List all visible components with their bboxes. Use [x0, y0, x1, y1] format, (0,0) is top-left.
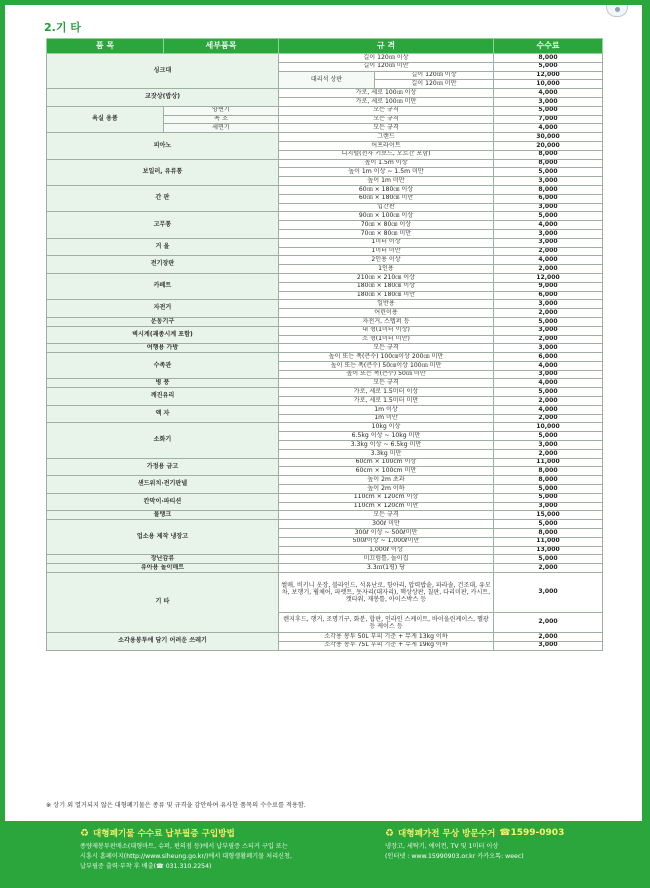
spec-cell: 높이 또는 폭(큰수) 50㎝ 미만 — [279, 370, 494, 379]
fee-cell: 3,000 — [494, 177, 603, 186]
item-cell: 깨진유리 — [47, 388, 279, 406]
spec-cell: 가로, 세로 1.5미터 미만 — [279, 397, 494, 406]
spec-cell: 가로, 세로 100㎝ 이상 — [279, 89, 494, 98]
table-row — [47, 405, 603, 414]
item-cell: 거 울 — [47, 238, 279, 256]
spec-cell: 길이 120㎝ 미만 — [279, 62, 494, 71]
item-cell: 칸막이·파티션 — [47, 493, 279, 511]
spec-cell: 70㎝ × 80㎝ 미만 — [279, 229, 494, 238]
recycle-icon: ♻ — [385, 827, 394, 839]
spec-cell: 1m 미만 — [279, 414, 494, 423]
spec-cell: 300ℓ 이상 ~ 500ℓ미만 — [279, 529, 494, 538]
spec-cell: 180㎝ × 180㎝ 이상 — [279, 282, 494, 291]
spec-cell: 500ℓ이상 ~ 1,000ℓ미만 — [279, 537, 494, 546]
table-row — [47, 256, 603, 265]
fee-cell: 3,000 — [494, 203, 603, 212]
spec-cell: 110cm × 120cm 미만 — [279, 502, 494, 511]
item-cell: 간 판 — [47, 185, 279, 211]
table-row — [47, 317, 603, 326]
fee-cell: 4,000 — [494, 405, 603, 414]
fee-cell: 3,000 — [494, 97, 603, 106]
spec-cell: 대 형(1미터 이상) — [279, 326, 494, 335]
item-cell: 고무통 — [47, 212, 279, 238]
fee-cell: 8,000 — [494, 467, 603, 476]
fee-cell: 2,000 — [494, 309, 603, 318]
header-item: 품 목 — [47, 39, 164, 54]
item-cell: 장난감류 — [47, 555, 279, 564]
table-row — [47, 458, 603, 467]
item-cell: 병 풍 — [47, 379, 279, 388]
table-header-row — [47, 39, 603, 54]
table-row — [47, 273, 603, 282]
purchase-text — [80, 842, 370, 872]
fee-cell: 2,000 — [494, 397, 603, 406]
fee-cell: 8,000 — [494, 159, 603, 168]
fee-cell: 4,000 — [494, 379, 603, 388]
spec-cell: 가로, 세로 1.5미터 이상 — [279, 388, 494, 397]
spec-cell: 높이 2m 이하 — [279, 485, 494, 494]
spec-cell: 모든 규격 — [279, 106, 494, 115]
fee-cell: 3,000 — [494, 238, 603, 247]
spec-cell: 썰매, 비키니 옷장, 블라인드, 석유난로, 항아리, 압력밥솥, 파라솔, 건조대, 유모차, 보행기, 휠체어, 파렛트, 돗자리(대자리), 핵상상판, 칠판, 다리미판, 카시트, 캣타워, 재봉틀, 아이스박스 등 — [279, 573, 494, 613]
fee-cell: 4,000 — [494, 89, 603, 98]
spec-cell: 길이 120㎝ 이상 — [279, 54, 494, 63]
spec-cell: 모든 규격 — [279, 379, 494, 388]
item-cell: 소화기 — [47, 423, 279, 458]
spec-cell: 6.5kg 이상 ~ 10kg 미만 — [279, 432, 494, 441]
fee-cell: 9,000 — [494, 282, 603, 291]
spec-cell: 양변기 — [164, 106, 279, 115]
table-row — [47, 159, 603, 168]
table-row — [47, 493, 603, 502]
fee-cell: 3,000 — [494, 641, 603, 650]
fee-cell: 10,000 — [494, 423, 603, 432]
fee-cell: 3,000 — [494, 441, 603, 450]
fee-cell: 2,000 — [494, 265, 603, 274]
spec-cell: 1미터 이상 — [279, 238, 494, 247]
fee-table-body — [47, 54, 603, 651]
fee-cell: 11,000 — [494, 458, 603, 467]
spec-cell: 길이 120㎝ 미만 — [375, 80, 494, 89]
item-cell: 전기장판 — [47, 256, 279, 274]
table-row — [47, 185, 603, 194]
purchase-line[interactable]: 시흥시 홈페이지(http://www.siheung.go.kr/)에서 대형생활폐기물 처리신청, — [80, 853, 292, 860]
fee-cell: 5,000 — [494, 317, 603, 326]
spec-cell: 가로, 세로 100㎝ 미만 — [279, 97, 494, 106]
fee-cell: 4,000 — [494, 124, 603, 133]
spec-cell: 일반용 — [279, 300, 494, 309]
spec-cell: 모든 규격 — [279, 344, 494, 353]
table-row — [47, 212, 603, 221]
spec-cell: 3.3kg 이상 ~ 6.5kg 미만 — [279, 441, 494, 450]
fee-cell: 12,000 — [494, 273, 603, 282]
pickup-text — [385, 842, 625, 862]
spec-cell: 70㎝ × 80㎝ 이상 — [279, 221, 494, 230]
item-cell: 보일러, 유류통 — [47, 159, 279, 185]
fee-cell: 5,000 — [494, 485, 603, 494]
spec-cell: 모든 규격 — [279, 115, 494, 124]
fee-cell: 8,000 — [494, 529, 603, 538]
table-row — [47, 564, 603, 573]
spec-cell: 길이 120㎝ 이상 — [375, 71, 494, 80]
pickup-line[interactable]: (인터넷 : www.15990903.or.kr 카카오톡: weec) — [385, 853, 524, 860]
fee-cell: 4,000 — [494, 361, 603, 370]
pickup-heading — [385, 827, 625, 839]
purchase-line: 종량제봉투판매소(대형마트, 슈퍼, 편의점 등)에서 납부필증 스티커 구입 또는 — [80, 843, 288, 850]
spec-cell: 110cm × 120cm 이상 — [279, 493, 494, 502]
table-row — [47, 106, 603, 115]
item-cell: 욕실 용품 — [47, 106, 164, 132]
spec-cell: 입간판 — [279, 203, 494, 212]
fee-cell: 30,000 — [494, 133, 603, 142]
spec-cell: 60cm × 100cm 이상 — [279, 458, 494, 467]
fee-cell: 3,000 — [494, 326, 603, 335]
purchase-heading-text: 대형폐기물 수수료 납부필증 구입방법 — [92, 829, 235, 839]
spec-cell: 3.3㎡(1평) 당 — [279, 564, 494, 573]
spec-cell: 욕 조 — [164, 115, 279, 124]
spec-cell: 렌지후드, 행거, 조명기구, 화분, 합판, 인라인 스케이트, 바이올린케이스, 헬광등 케이스 등 — [279, 613, 494, 633]
item-cell: 교잣상(밥상) — [47, 89, 279, 107]
spec-cell: 10kg 이상 — [279, 423, 494, 432]
spec-cell: 모든 규격 — [279, 124, 494, 133]
spec-cell: 어프라이트 — [279, 141, 494, 150]
fee-cell: 8,000 — [494, 185, 603, 194]
fee-cell: 2,000 — [494, 564, 603, 573]
spec-cell: 소 형(1미터 미만) — [279, 335, 494, 344]
table-row — [47, 54, 603, 63]
fee-cell: 2,000 — [494, 335, 603, 344]
spec-cell: 디지털(전자 키보드, 오르간 포함) — [279, 150, 494, 159]
table-row — [47, 133, 603, 142]
fee-cell: 20,000 — [494, 141, 603, 150]
fee-cell: 5,000 — [494, 106, 603, 115]
pickup-info — [385, 827, 625, 862]
spec-cell: 그랜드 — [279, 133, 494, 142]
table-row — [47, 423, 603, 432]
spec-cell: 높이 2m 초과 — [279, 476, 494, 485]
spec-cell: 높이 또는 폭(큰수) 50㎝이상 100㎝ 미만 — [279, 361, 494, 370]
fee-cell: 8,000 — [494, 476, 603, 485]
fee-cell: 2,000 — [494, 414, 603, 423]
spec-cell: 300ℓ 미만 — [279, 520, 494, 529]
table-row — [47, 238, 603, 247]
table-row — [47, 633, 603, 642]
item-cell: 유아용 놀이매트 — [47, 564, 279, 573]
fee-cell: 3,000 — [494, 573, 603, 613]
spec-cell: 소각용 봉투 50L 부피 기준 + 무게 13kg 이하 — [279, 633, 494, 642]
spec-cell: 세면기 — [164, 124, 279, 133]
fee-cell: 6,000 — [494, 194, 603, 203]
table-row — [47, 300, 603, 309]
spec-cell: 대리석 상판 — [279, 71, 375, 89]
corner-tab-icon[interactable] — [606, 5, 628, 17]
spec-cell: 180㎝ × 180㎝ 미만 — [279, 291, 494, 300]
item-cell: 물탱크 — [47, 511, 279, 520]
spec-cell: 3.3kg 미만 — [279, 449, 494, 458]
item-cell: 자전거 — [47, 300, 279, 318]
table-row — [47, 326, 603, 335]
purchase-info — [80, 827, 370, 872]
spec-cell: 90㎝ × 100㎝ 이상 — [279, 212, 494, 221]
fee-cell: 5,000 — [494, 555, 603, 564]
fee-cell: 5,000 — [494, 168, 603, 177]
table-row — [47, 344, 603, 353]
recycle-icon: ♻ — [80, 827, 89, 839]
fee-cell: 2,000 — [494, 449, 603, 458]
footnote: ※ 상기 외 열거되지 않은 대형폐기물은 종류 및 규격을 감안하여 유사한 품목의 수수료를 적용함. — [46, 802, 306, 809]
spec-cell: 1인용 — [279, 265, 494, 274]
fee-cell: 4,000 — [494, 221, 603, 230]
section-title: 2.기 타 — [44, 21, 81, 34]
table-row — [47, 89, 603, 98]
table-row — [47, 573, 603, 613]
fee-cell: 4,000 — [494, 256, 603, 265]
item-cell: 샌드위치·전기판넬 — [47, 476, 279, 494]
fee-cell: 3,000 — [494, 229, 603, 238]
fee-table — [46, 38, 603, 651]
item-cell: 수족관 — [47, 353, 279, 379]
header-fee: 수수료 — [494, 39, 603, 54]
spec-cell: 높이 또는 폭(큰수) 100㎝이상 200㎝ 미만 — [279, 353, 494, 362]
item-cell: 여행용 가방 — [47, 344, 279, 353]
purchase-heading — [80, 827, 370, 839]
table-row — [47, 520, 603, 529]
pickup-line: 냉장고, 세탁기, 에어컨, TV 및 1미터 이상 — [385, 843, 499, 850]
spec-cell: 높이 1.5m 이상 — [279, 159, 494, 168]
item-cell: 업소용 제작 냉장고 — [47, 520, 279, 555]
item-cell: 기 타 — [47, 573, 279, 633]
fee-cell: 12,000 — [494, 71, 603, 80]
header-subitem: 세부품목 — [164, 39, 279, 54]
item-cell: 벽시계(괘종시계 포함) — [47, 326, 279, 344]
fee-cell: 13,000 — [494, 546, 603, 555]
fee-cell: 5,000 — [494, 493, 603, 502]
item-cell: 가정용 금고 — [47, 458, 279, 476]
fee-cell: 2,000 — [494, 633, 603, 642]
item-cell: 피아노 — [47, 133, 279, 159]
spec-cell: 1미터 미만 — [279, 247, 494, 256]
purchase-line: 납부필증 출력·부착 후 배출(☎ 031.310.2254) — [80, 863, 212, 870]
table-row — [47, 379, 603, 388]
item-cell: 액 자 — [47, 405, 279, 423]
fee-cell: 2,000 — [494, 247, 603, 256]
fee-cell: 10,000 — [494, 80, 603, 89]
fee-cell: 15,000 — [494, 511, 603, 520]
table-row — [47, 388, 603, 397]
spec-cell: 자전거, 스텝퍼 등 — [279, 317, 494, 326]
fee-cell: 5,000 — [494, 62, 603, 71]
fee-cell: 8,000 — [494, 150, 603, 159]
item-cell: 소각용봉투에 담기 어려운 쓰레기 — [47, 633, 279, 651]
table-row — [47, 511, 603, 520]
spec-cell: 어린이용 — [279, 309, 494, 318]
table-row — [47, 476, 603, 485]
pickup-phone[interactable]: ☎1599-0903 — [499, 828, 565, 838]
fee-cell: 5,000 — [494, 432, 603, 441]
fee-cell: 3,000 — [494, 300, 603, 309]
spec-cell: 60㎝ × 180㎝ 미만 — [279, 194, 494, 203]
spec-cell: 1,000ℓ 이상 — [279, 546, 494, 555]
spec-cell: 소각용 봉투 75L 부피 기준 + 무게 19kg 이하 — [279, 641, 494, 650]
spec-cell: 높이 1m 미만 — [279, 177, 494, 186]
spec-cell: 2인용 이상 — [279, 256, 494, 265]
fee-cell: 5,000 — [494, 212, 603, 221]
spec-cell: 60cm × 100cm 미만 — [279, 467, 494, 476]
spec-cell: 1m 이상 — [279, 405, 494, 414]
item-cell: 카페트 — [47, 273, 279, 299]
fee-cell: 6,000 — [494, 353, 603, 362]
fee-cell: 7,000 — [494, 115, 603, 124]
fee-cell: 11,000 — [494, 537, 603, 546]
fee-cell: 3,000 — [494, 502, 603, 511]
spec-cell: 210㎝ × 210㎝ 이상 — [279, 273, 494, 282]
fee-cell: 3,000 — [494, 370, 603, 379]
fee-cell: 3,000 — [494, 344, 603, 353]
fee-cell: 2,000 — [494, 613, 603, 633]
spec-cell: 모든 규격 — [279, 511, 494, 520]
spec-cell: 60㎝ × 180㎝ 이상 — [279, 185, 494, 194]
item-cell: 싱크대 — [47, 54, 279, 89]
spec-cell: 높이 1m 이상 ~ 1.5m 미만 — [279, 168, 494, 177]
table-row — [47, 555, 603, 564]
table-row — [47, 353, 603, 362]
fee-cell: 5,000 — [494, 388, 603, 397]
spec-cell: 미끄럼틀, 놀이집 — [279, 555, 494, 564]
header-spec: 규 격 — [279, 39, 494, 54]
pickup-heading-text: 대형폐가전 무상 방문수거 — [397, 829, 496, 839]
item-cell: 운동기구 — [47, 317, 279, 326]
fee-cell: 6,000 — [494, 291, 603, 300]
fee-cell: 5,000 — [494, 520, 603, 529]
fee-cell: 8,000 — [494, 54, 603, 63]
